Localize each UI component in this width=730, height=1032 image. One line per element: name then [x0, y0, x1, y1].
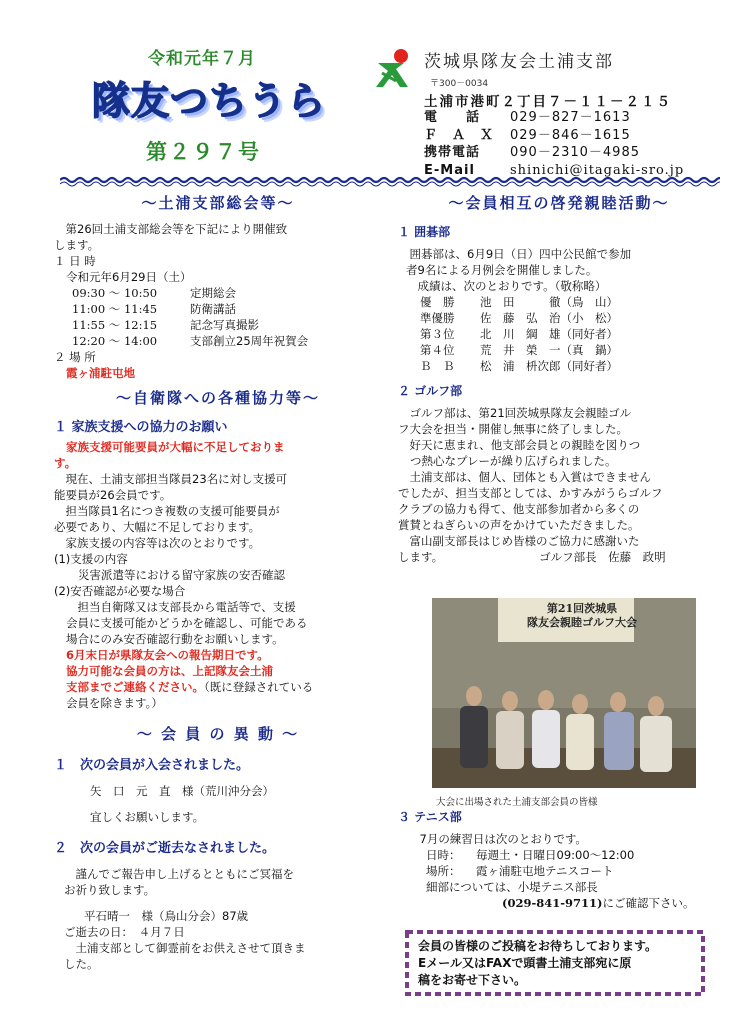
- text-line: 土浦支部として御霊前をお供えさせて頂きま: [64, 941, 306, 955]
- contact-label: E-Mail: [424, 162, 475, 178]
- schedule-list: [54, 285, 382, 349]
- text-line: 好天に恵まれ、他支部会員との親睦を図りつ: [398, 438, 641, 452]
- date-label: １ 日 時: [54, 254, 96, 268]
- photo-caption: 大会に出場された土浦支部会員の皆様: [436, 797, 598, 808]
- text-line: した。: [64, 957, 99, 971]
- text-line: 謹んでご報告申し上げるとともにご冥福を: [64, 867, 294, 881]
- alert-text: 協力可能な会員の方は、上記隊友会土浦: [66, 664, 273, 678]
- deceased-member: 平石晴一 様（鳥山分会）87歳: [84, 909, 249, 923]
- text-line: 細部については、小堤テニス部長: [426, 880, 598, 894]
- text-line: します。: [54, 238, 100, 252]
- contact-label: 電 話: [424, 110, 481, 125]
- death-date: ご逝去の日： ４月７日: [64, 925, 185, 939]
- text-line: クラブの協力も得て、他支部参加者から多くの: [398, 502, 640, 516]
- notice-line: Eメール又はFAXで頭書土浦支部宛に原: [418, 956, 632, 970]
- newsletter-title: 隊友つちうら: [92, 79, 327, 123]
- note-text: （既に登録されている: [204, 680, 314, 694]
- schedule-event: 定期総会: [190, 286, 236, 300]
- contact-mobile: [424, 144, 684, 162]
- schedule-event: 記念写真撮影: [190, 318, 259, 332]
- result-name: 荒 井 榮 一（真 鍋）: [480, 343, 618, 357]
- section-title-general-meeting: ～土浦支部総会等～: [141, 194, 295, 212]
- contact-value[interactable]: shinichi@itagaki-sro.jp: [510, 162, 685, 178]
- subsection-go-club: １ 囲碁部: [398, 225, 451, 239]
- schedule-item: [72, 301, 382, 317]
- left-column: [54, 190, 382, 972]
- result-name: 池 田 徹（鳥 山）: [480, 295, 618, 309]
- alert-text: 6月末日が県隊友会への報告期日です。: [66, 648, 269, 662]
- result-row: [420, 326, 720, 342]
- schedule-time: 12:20 ～ 14:00: [72, 334, 158, 348]
- result-row: [420, 342, 720, 358]
- text-line: 宜しくお願いします。: [90, 810, 205, 824]
- go-results: [398, 294, 720, 374]
- result-name: 北 川 綱 雄（同好者）: [480, 327, 618, 341]
- place-label: ２ 場 所: [54, 350, 96, 364]
- contact-value: 090－2310－4985: [510, 145, 640, 160]
- tennis-location: [398, 863, 720, 879]
- org-logo-icon: [374, 47, 414, 89]
- photo-banner-line: 第21回茨城県: [546, 602, 618, 615]
- wave-divider: [60, 176, 720, 188]
- new-member: 矢 口 元 直 様（荒川沖分会）: [90, 784, 274, 798]
- schedule-event: 支部創立25周年祝賀会: [190, 334, 309, 348]
- schedule-item: [72, 333, 382, 349]
- contact-fax: [424, 127, 684, 145]
- meeting-place: 霞ヶ浦駐屯地: [66, 366, 135, 380]
- meeting-date: 令和元年6月29日（土）: [66, 270, 192, 284]
- text-line: にご確認下さい。: [602, 896, 695, 910]
- schedule-item: [72, 285, 382, 301]
- right-column: [398, 190, 720, 565]
- text-line: [398, 549, 720, 565]
- section-title-member-activities: ～会員相互の啓発親睦活動～: [448, 194, 670, 212]
- text-line: でしたが、担当支部としては、かすみがうらゴルフ: [398, 486, 663, 500]
- result-row: [420, 294, 720, 310]
- tennis-when-label: 日時：: [426, 848, 461, 862]
- schedule-time: 11:00 ～ 11:45: [72, 302, 158, 316]
- result-rank: Ｂ Ｂ: [420, 359, 455, 373]
- text-line: 能要員が26会員です。: [54, 488, 172, 502]
- text-line: 賞賛とねぎらいの声をかけていただきました。: [398, 518, 640, 532]
- golf-signature: ゴルフ部長 佐藤 政明: [539, 550, 666, 564]
- subsection-new-members: １ 次の会員が入会されました。: [54, 758, 250, 773]
- text-line: 場合にのみ安否確認行動をお願いします。: [66, 632, 284, 646]
- org-name: 茨城県隊友会土浦支部: [424, 52, 614, 72]
- alert-text: す。: [54, 456, 77, 470]
- contact-value: 029－846－1615: [510, 127, 631, 143]
- schedule-time: 09:30 ～ 10:50: [72, 286, 158, 300]
- text-line: 現在、土浦支部担当隊員23名に対し支援可: [54, 472, 288, 486]
- tennis-when: 毎週土・日曜日09:00～12:00: [476, 848, 635, 862]
- text-line: 7月の練習日は次のとおりです。: [408, 832, 587, 846]
- tennis-section: [398, 808, 720, 911]
- subsection-deceased: ２ 次の会員がご逝去なされました。: [54, 841, 276, 856]
- text-line: 者9名による月例会を開催しました。: [406, 263, 598, 277]
- section-title-member-changes: ～ 会 員 の 異 動 ～: [136, 725, 300, 743]
- address: 土浦市港町２丁目７－１１－２１５: [424, 94, 672, 110]
- text-line: 成績は、次のとおりです。（敬称略）: [406, 279, 607, 293]
- text-line: します。: [398, 550, 444, 564]
- text-line: 土浦支部は、個人、団体とも入賞はできません: [398, 470, 651, 484]
- notice-text: [418, 938, 700, 989]
- text-line: フ大会を担当・開催し無事に終了しました。: [398, 422, 628, 436]
- contact-phone: [424, 109, 684, 127]
- result-rank: 優 勝: [420, 295, 455, 309]
- contact-block: [424, 109, 684, 179]
- result-row: [420, 358, 720, 374]
- contact-label: 携帯電話: [424, 145, 481, 160]
- text-line: [398, 895, 720, 911]
- subsection-family-support: １ 家族支援への協力のお願い: [54, 420, 228, 435]
- postal-code: 〒300－0034: [430, 79, 489, 89]
- text-line: 家族支援の内容等は次のとおりです。: [54, 536, 261, 550]
- schedule-item: [72, 317, 382, 333]
- item-label: (2)安否確認が必要な場合: [54, 584, 186, 598]
- notice-line: 稿をお寄せ下さい。: [418, 973, 527, 987]
- text-line: 必要であり、大幅に不足しております。: [54, 520, 261, 534]
- contact-label: Ｆ Ａ Ｘ: [424, 127, 495, 143]
- text-line: 富山副支部長はじめ皆様のご協力に感謝いた: [398, 534, 640, 548]
- result-name: 佐 藤 弘 治（小 松）: [480, 311, 618, 325]
- text-line: 第26回土浦支部総会等を下記により開催致: [54, 222, 288, 236]
- item-label: (1)支援の内容: [54, 552, 128, 566]
- alert-text: 支部までご連絡ください。: [66, 680, 204, 694]
- text-line: 担当隊員1名につき複数の支援可能要員が: [54, 504, 280, 518]
- schedule-time: 11:55 ～ 12:15: [72, 318, 158, 332]
- result-row: [420, 310, 720, 326]
- schedule-event: 防衛講話: [190, 302, 236, 316]
- text-line: つ熱心なプレーが繰り広げられました。: [410, 454, 617, 468]
- contact-value: 029－827－1613: [510, 110, 631, 125]
- text-line: 担当自衛隊又は支部長から電話等で、支援: [66, 600, 296, 614]
- alert-text: 家族支援可能要員が大幅に不足しておりま: [66, 440, 285, 454]
- subsection-tennis-club: ３ テニス部: [398, 810, 462, 824]
- text-line: 囲碁部は、6月9日（日）四中公民館で参加: [398, 247, 632, 261]
- text-line: [54, 679, 382, 695]
- tennis-schedule: [398, 847, 720, 863]
- text-line: ゴルフ部は、第21回茨城県隊友会親睦ゴル: [398, 406, 632, 420]
- notice-line: 会員の皆様のご投稿をお待ちしております。: [418, 939, 658, 953]
- text-line: 災害派遣等における留守家族の安否確認: [78, 568, 285, 582]
- section-title-sdf-cooperation: ～自衛隊への各種協力等～: [115, 389, 320, 407]
- tennis-where: 霞ヶ浦駐屯地テニスコート: [476, 864, 614, 878]
- golf-group-photo: [432, 598, 696, 788]
- text-line: お祈り致します。: [64, 883, 156, 897]
- result-rank: 準優勝: [420, 311, 455, 325]
- issue-date: 令和元年７月: [148, 49, 256, 69]
- photo-banner-line: 隊友会親睦ゴルフ大会: [527, 616, 637, 629]
- issue-number: 第２９７号: [146, 140, 261, 164]
- result-name: 松 浦 枡次郎（同好者）: [480, 359, 618, 373]
- photo-banner: [512, 602, 652, 630]
- text-line: 会員を除きます。）: [66, 696, 163, 710]
- text-line: 会員に支援可能かどうかを確認し、可能である: [66, 616, 308, 630]
- tennis-where-label: 場所：: [426, 864, 461, 878]
- subsection-golf-club: ２ ゴルフ部: [398, 384, 463, 398]
- tennis-phone: (029-841-9711): [502, 896, 603, 910]
- result-rank: 第４位: [420, 343, 455, 357]
- result-rank: 第３位: [420, 327, 455, 341]
